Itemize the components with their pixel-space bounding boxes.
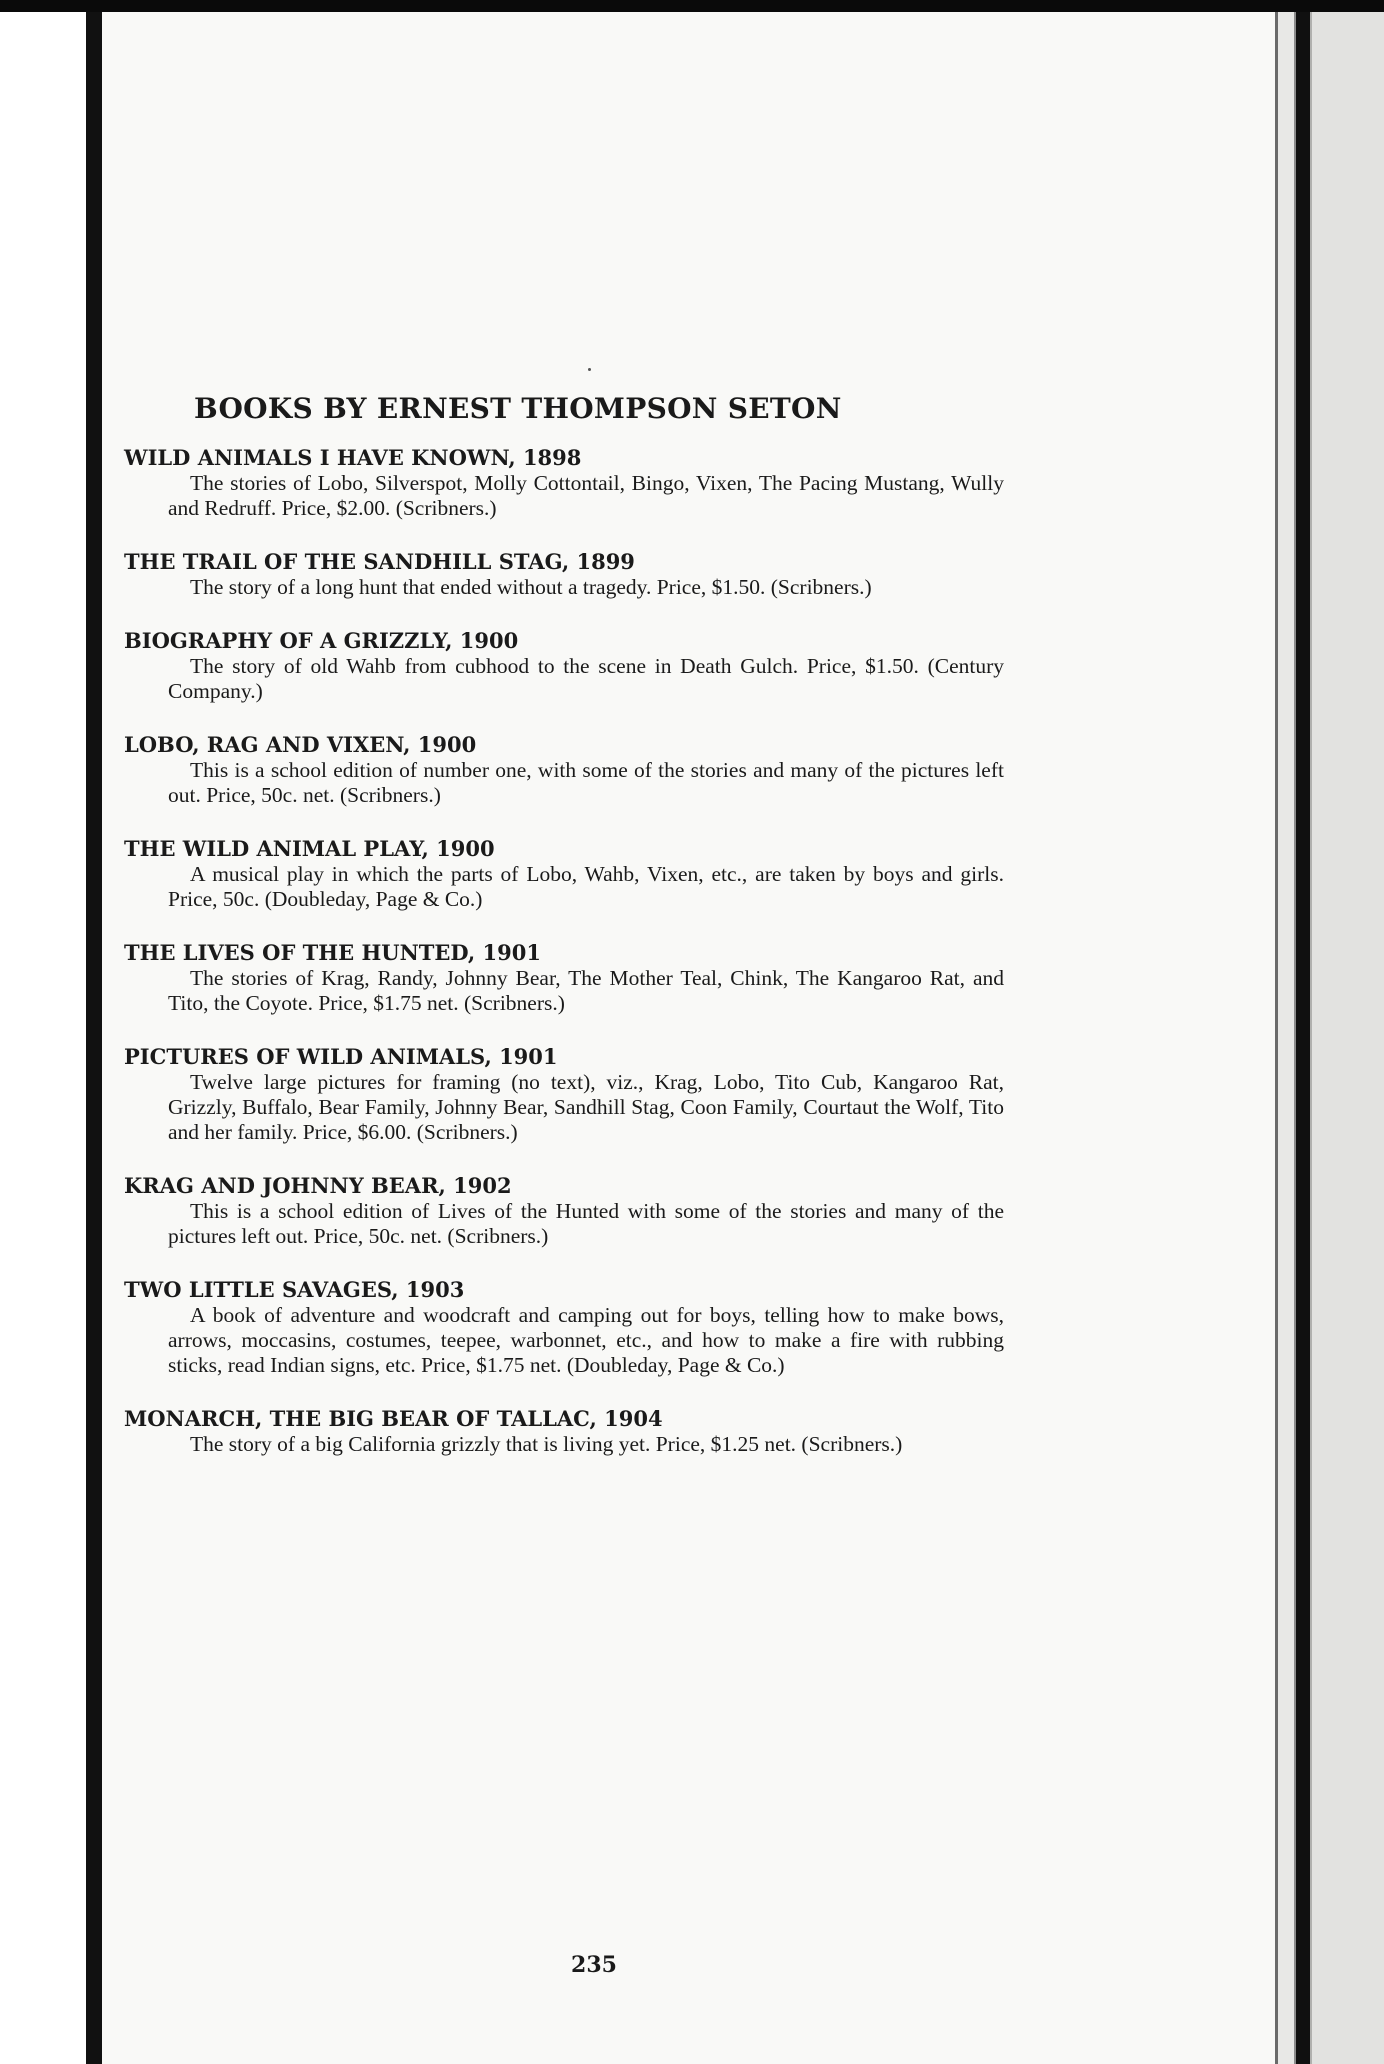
page-edge-shadow xyxy=(1296,12,1310,2064)
book-description: A book of adventure and woodcraft and camping out for boys, telling how to make bows, arrows, moccasins, costumes, teepee, warbonnet, etc., and how to make a fire with rubbing sticks, read Indian signs, etc. Price, $1.75 net. (Doubleday, Page & Co.) xyxy=(168,1303,1004,1377)
book-description: The story of a long hunt that ended without a tragedy. Price, $1.50. (Scribners.) xyxy=(190,575,872,599)
back-page-sheet xyxy=(1310,12,1384,2064)
book-entry xyxy=(124,1044,1004,1145)
page-fore-edge xyxy=(1278,12,1296,2064)
book-title: PICTURES OF WILD ANIMALS, 1901 xyxy=(124,1044,558,1069)
book-description: The story of a big California grizzly that is living yet. Price, $1.25 net. (Scribners.) xyxy=(190,1432,903,1456)
book-list xyxy=(124,445,1004,1457)
dust-speck xyxy=(588,368,591,371)
book-entry xyxy=(124,1277,1004,1378)
book-spine xyxy=(86,12,102,2064)
page-sheet xyxy=(102,12,1278,2064)
book-description: The stories of Lobo, Silverspot, Molly Cottontail, Bingo, Vixen, The Pacing Mustang, Wully and Redruff. Price, $2.00. (Scribners.) xyxy=(168,471,1004,520)
book-description: A musical play in which the parts of Lobo, Wahb, Vixen, etc., are taken by boys and girls. Price, 50c. (Doubleday, Page & Co.) xyxy=(168,862,1004,911)
book-title: KRAG AND JOHNNY BEAR, 1902 xyxy=(124,1173,512,1198)
book-description: This is a school edition of Lives of the Hunted with some of the stories and many of the pictures left out. Price, 50c. net. (Scribners.) xyxy=(168,1199,1004,1248)
book-entry xyxy=(124,732,1004,808)
book-title: THE WILD ANIMAL PLAY, 1900 xyxy=(124,836,495,861)
book-description: The stories of Krag, Randy, Johnny Bear, The Mother Teal, Chink, The Kangaroo Rat, and Tito, the Coyote. Price, $1.75 net. (Scribners.) xyxy=(168,966,1004,1015)
book-description: This is a school edition of number one, with some of the stories and many of the pictures left out. Price, 50c. net. (Scribners.) xyxy=(168,758,1004,807)
book-entry xyxy=(124,1406,1004,1457)
scan-left-margin xyxy=(0,12,86,2064)
book-title: LOBO, RAG AND VIXEN, 1900 xyxy=(124,732,477,757)
book-title: TWO LITTLE SAVAGES, 1903 xyxy=(124,1277,465,1302)
page-heading: BOOKS BY ERNEST THOMPSON SETON xyxy=(194,392,842,425)
scan-top-edge xyxy=(0,0,1384,12)
page-number: 235 xyxy=(571,1952,617,1978)
book-title: THE TRAIL OF THE SANDHILL STAG, 1899 xyxy=(124,549,635,574)
page-content xyxy=(124,392,1004,1978)
book-description: Twelve large pictures for framing (no text), viz., Krag, Lobo, Tito Cub, Kangaroo Rat, Grizzly, Buffalo, Bear Family, Johnny Bear, Sandhill Stag, Coon Family, Courtaut the Wolf, Tito and her family. Price, $6.00. (Scribners.) xyxy=(168,1070,1004,1144)
book-entry xyxy=(124,940,1004,1016)
book-entry xyxy=(124,628,1004,704)
book-description: The story of old Wahb from cubhood to the scene in Death Gulch. Price, $1.50. (Century Company.) xyxy=(168,654,1004,703)
book-title: THE LIVES OF THE HUNTED, 1901 xyxy=(124,940,541,965)
book-title: BIOGRAPHY OF A GRIZZLY, 1900 xyxy=(124,628,519,653)
book-entry xyxy=(124,836,1004,912)
book-title: MONARCH, THE BIG BEAR OF TALLAC, 1904 xyxy=(124,1406,663,1431)
book-entry xyxy=(124,445,1004,521)
book-entry xyxy=(124,549,1004,600)
book-entry xyxy=(124,1173,1004,1249)
book-title: WILD ANIMALS I HAVE KNOWN, 1898 xyxy=(124,445,582,470)
